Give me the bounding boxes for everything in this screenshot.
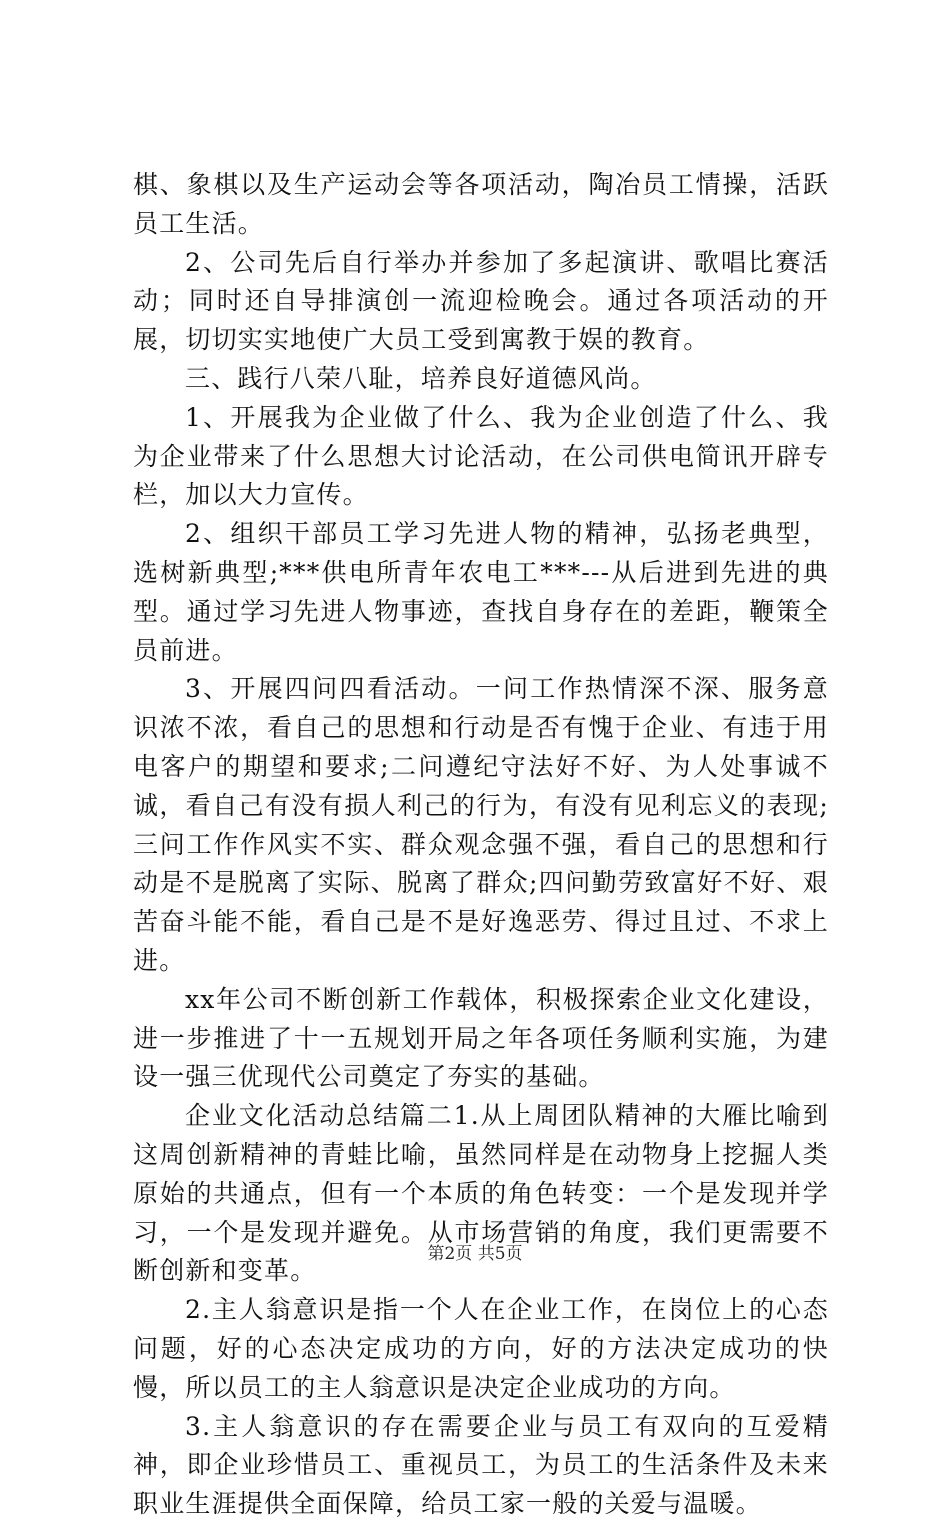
paragraph: 2.主人翁意识是指一个人在企业工作，在岗位上的心态问题，好的心态决定成功的方向，好的方法决定成功的快慢，所以员工的主人翁意识是决定企业成功的方向。 — [133, 1295, 829, 1402]
paragraph: 2、组织干部员工学习先进人物的精神，弘扬老典型，选树新典型;***供电所青年农电工***---从后进到先进的典型。通过学习先进人物事迹，查找自身存在的差距，鞭策全员前进。 — [133, 519, 829, 665]
paragraph: 棋、象棋以及生产运动会等各项活动，陶冶员工情操，活跃员工生活。 — [133, 170, 829, 238]
paragraph: 3、开展四问四看活动。一问工作热情深不深、服务意识浓不浓，看自己的思想和行动是否有愧于企业、有违于用电客户的期望和要求;二问遵纪守法好不好、为人处事诚不诚，看自己有没有损人利己的行为，有没有见利忘义的表现;三问工作作风实不实、群众观念强不强，看自己的思想和行动是不是脱离了实际、脱离了群众;四问勤劳致富好不好、艰苦奋斗能不能，看自己是不是好逸恶劳、得过且过、不求上进。 — [133, 674, 829, 975]
paragraph: xx年公司不断创新工作载体，积极探索企业文化建设，进一步推进了十一五规划开局之年各项任务顺利实施，为建设一强三优现代公司奠定了夯实的基础。 — [133, 984, 829, 1092]
paragraph: 1、开展我为企业做了什么、我为企业创造了什么、我为企业带来了什么思想大讨论活动，在公司供电简讯开辟专栏，加以大力宣传。 — [133, 402, 829, 510]
section-heading: 三、践行八荣八耻，培养良好道德风尚。 — [185, 363, 657, 393]
document-body — [133, 166, 829, 1524]
paragraph: 3.主人翁意识的存在需要企业与员工有双向的互爱精神，即企业珍惜员工、重视员工，为员工的生活条件及未来职业生涯提供全面保障，给员工家一般的关爱与温暖。 — [133, 1411, 829, 1519]
page-number-footer: 第2页 共5页 — [427, 1244, 523, 1264]
paragraph: 2、公司先后自行举办并参加了多起演讲、歌唱比赛活动；同时还自导排演创一流迎检晚会。通过各项活动的开展，切切实实地使广大员工受到寓教于娱的教育。 — [133, 247, 829, 355]
paragraph: 企业文化活动总结篇二1.从上周团队精神的大雁比喻到这周创新精神的青蛙比喻，虽然同样是在动物身上挖掘人类原始的共通点，但有一个本质的角色转变：一个是发现并学习，一个是发现并避免。从市场营销的角度，我们更需要不断创新和变革。 — [133, 1101, 829, 1286]
